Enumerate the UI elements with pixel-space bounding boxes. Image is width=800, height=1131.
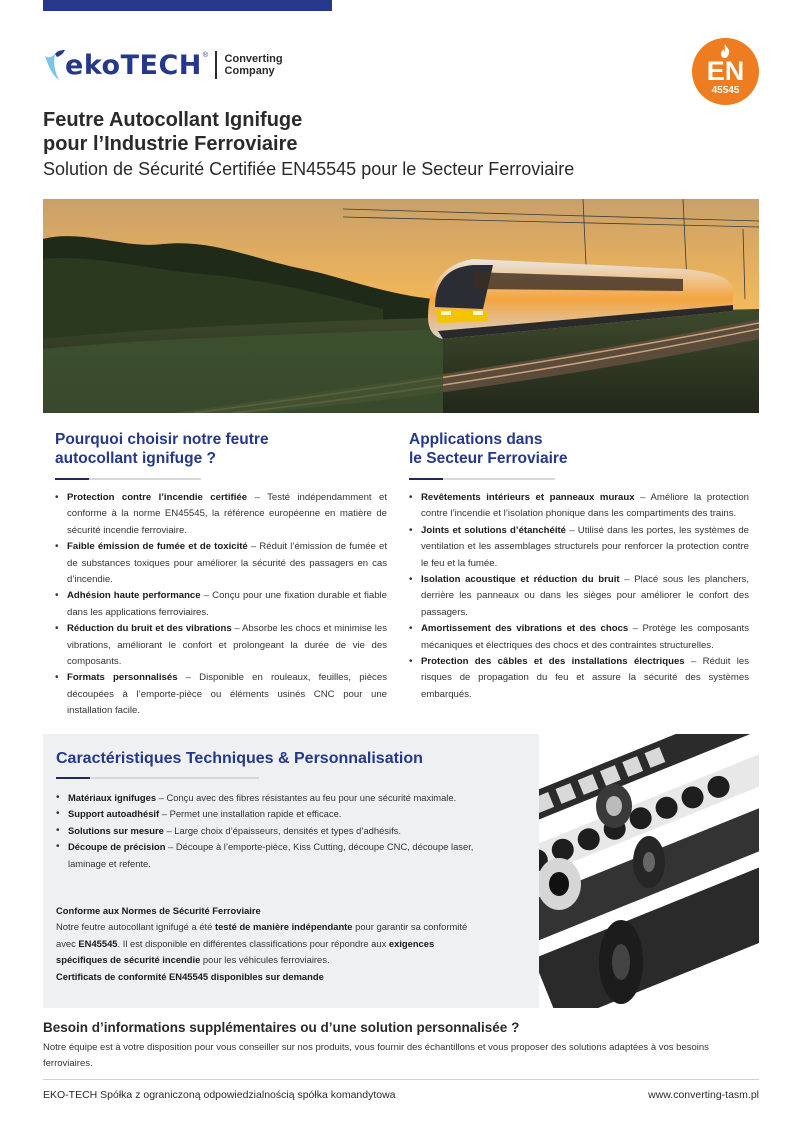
why-heading: Pourquoi choisir notre feutre autocollant ignifuge ?: [55, 431, 269, 467]
list-item: • Formats personnalisés – Disponible en rouleaux, feuilles, pièces découpées à l’emporte-pièce ou éléments usinés CNC pour une installation facile.: [55, 670, 387, 719]
en45545-badge: [692, 38, 759, 105]
list-item: • Support autoadhésif – Permet une installation rapide et efficace.: [56, 806, 476, 822]
list-item: • Découpe de précision – Découpe à l’emporte-pièce, Kiss Cutting, découpe CNC, découpe laser, laminage et refente.: [56, 839, 476, 872]
list-item: • Réduction du bruit et des vibrations – Absorbe les chocs et minimise les vibrations, améliorant le confort et prolongeant la durée de vie des composants.: [55, 621, 387, 670]
certificates-note: Certificats de conformité EN45545 disponibles sur demande: [56, 970, 324, 982]
specs-list: [56, 790, 476, 872]
list-item: • Matériaux ignifuges – Conçu avec des fibres résistantes au feu pour une sécurité maximale.: [56, 790, 476, 806]
felt-rolls-image: [539, 734, 759, 1008]
applications-section: [409, 430, 749, 703]
page-title: Feutre Autocollant Ignifuge pour l’Industrie Ferroviaire: [43, 109, 303, 155]
list-item: • Joints et solutions d’étanchéité – Utilisé dans les portes, les systèmes de ventilation et les assemblages structurels pour renforcer la protection contre le feu et la fumée.: [409, 523, 749, 572]
cta-title: Besoin d’informations supplémentaires ou d’une solution personnalisée ?: [43, 1020, 520, 1035]
footer-divider: [43, 1079, 759, 1080]
heading-rule: [56, 777, 259, 779]
list-item: • Isolation acoustique et réduction du bruit – Placé sous les planchers, derrière les panneaux ou dans les sièges pour améliorer le confort des passagers.: [409, 572, 749, 621]
train-hero-image: [43, 199, 759, 413]
badge-label: EN: [706, 56, 745, 86]
list-item: • Faible émission de fumée et de toxicité – Réduit l’émission de fumée et de substances toxiques pour améliorer la sécurité des passagers en cas d’incendie.: [55, 539, 387, 588]
list-item: • Solutions sur mesure – Large choix d’épaisseurs, densités et types d’adhésifs.: [56, 823, 476, 839]
heading-rule: [55, 478, 201, 480]
why-list: [55, 490, 387, 720]
cta-text: Notre équipe est à votre disposition pour vous conseiller sur nos produits, vous fournir des échantillons et vous proposer des solutions adaptées à vos besoins ferroviaires.: [43, 1042, 709, 1069]
logo-wordmark: ekoTECH: [65, 49, 202, 81]
list-item: • Adhésion haute performance – Conçu pour une fixation durable et fiable dans les applications ferroviaires.: [55, 588, 387, 621]
leaf-mark-icon: [43, 48, 67, 82]
page-subtitle: Solution de Sécurité Certifiée EN45545 pour le Secteur Ferroviaire: [43, 159, 575, 179]
heading-rule: [409, 478, 555, 480]
specs-panel: [43, 734, 759, 1008]
logo-separator: [215, 51, 217, 79]
norm-compliance-text: Conforme aux Normes de Sécurité Ferroviaire Notre feutre autocollant ignifugé a été testé de manière indépendante pour garantir sa conformité avec EN45545. Il est disponible en différentes classifications pour répondre aux exigences spécifiques de sécurité incendie pour les véhicules ferroviaires. Certificats de conformité EN45545 disponibles sur demande: [56, 905, 468, 982]
list-item: • Protection contre l’incendie certifiée – Testé indépendamment et conforme à la norme EN45545, la référence européenne en matière de sécurité incendie ferroviaire.: [55, 490, 387, 539]
list-item: • Protection des câbles et des installations électriques – Réduit les risques de propagation du feu et assure la sécurité des systèmes embarqués.: [409, 654, 749, 703]
list-item: • Revêtements intérieurs et panneaux muraux – Améliore la protection contre l’incendie et l’isolation phonique dans les compartiments des trains.: [409, 490, 749, 523]
footer-website-link[interactable]: www.converting-tasm.pl: [648, 1089, 759, 1101]
footer-company: EKO-TECH Spółka z ograniczoną odpowiedzialnością spółka komandytowa: [43, 1089, 396, 1101]
badge-number: 45545: [711, 85, 740, 96]
specs-heading: Caractéristiques Techniques & Personnalisation: [56, 750, 423, 767]
list-item: • Amortissement des vibrations et des chocs – Protège les composants mécaniques et électriques des chocs et des contraintes structurelles.: [409, 621, 749, 654]
ekotech-logo[interactable]: [43, 48, 283, 82]
applications-heading: Applications dans le Secteur Ferroviaire: [409, 431, 568, 467]
top-accent-bar: [43, 0, 332, 11]
footer: [43, 1089, 759, 1101]
why-choose-section: [55, 430, 387, 720]
applications-list: [409, 490, 749, 703]
registered-mark: ®: [202, 52, 209, 59]
logo-subtitle: Converting Company: [224, 53, 283, 77]
norm-title: Conforme aux Normes de Sécurité Ferroviaire: [56, 905, 261, 916]
